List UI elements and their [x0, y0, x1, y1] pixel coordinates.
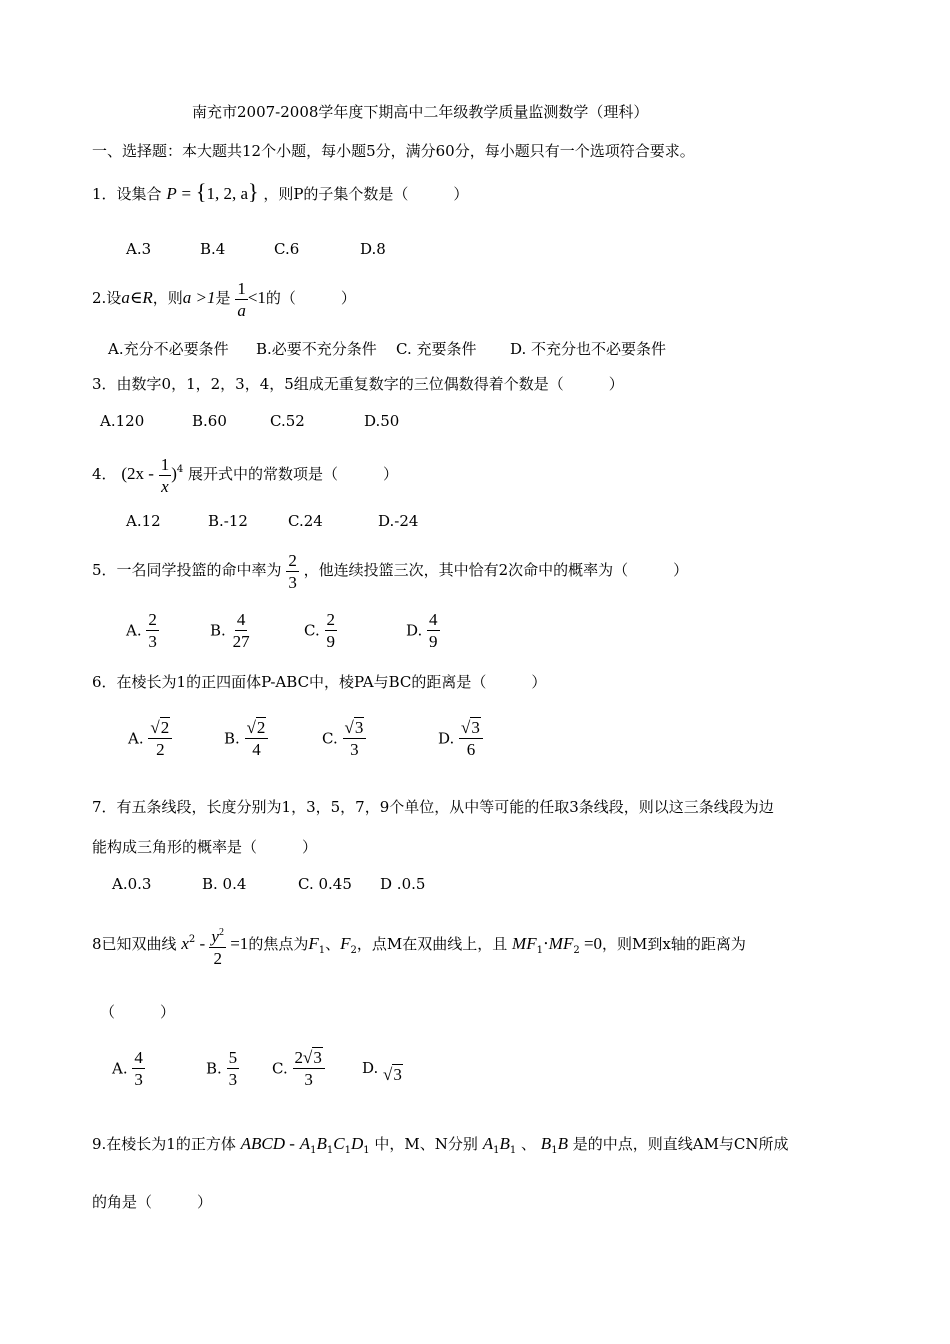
q1-option-b[interactable]: B.4 — [200, 240, 226, 258]
q6-option-a[interactable]: A. $\frac{√2}{2}$ — [128, 718, 172, 759]
question-8-paren: （ ） — [100, 1003, 176, 1021]
q3-option-b[interactable]: B.60 — [192, 412, 227, 430]
q8-option-d[interactable]: D. √3 — [362, 1059, 402, 1084]
q1-option-a[interactable]: A.3 — [126, 240, 152, 258]
q8-option-b[interactable]: B. $\frac{5}{3}$ — [206, 1048, 238, 1089]
q7-option-c[interactable]: C. 0.45 — [298, 875, 352, 893]
q5-option-d[interactable]: D. $\frac{4}{9}$ — [406, 610, 438, 651]
fraction: $\frac{1}{a}$ — [237, 278, 246, 320]
page-title: 南充市2007-2008学年度下期高中二年级教学质量监测数学（理科） — [192, 103, 649, 121]
q8-option-c[interactable]: C. $\frac{2√3}{3}$ — [272, 1048, 325, 1089]
q3-option-c[interactable]: C.52 — [270, 412, 305, 430]
set-name: P — [166, 184, 177, 203]
fraction: $\frac{y^2}{2}$ — [209, 923, 226, 968]
q4-option-b[interactable]: B.-12 — [208, 512, 248, 530]
q5-option-a[interactable]: A. $\frac{2}{3}$ — [126, 610, 157, 651]
question-2: 2.设a∈R，则a >1是 $\frac{1}{a}$ <1的（ ） — [92, 278, 356, 320]
fraction: $\frac{1}{x}$ — [160, 454, 170, 496]
q7-option-a[interactable]: A.0.3 — [112, 875, 152, 893]
section-heading: 一、选择题：本大题共12个小题，每小题5分，满分60分，每小题只有一个选项符合要求。 — [92, 142, 695, 160]
q3-option-a[interactable]: A.120 — [100, 412, 145, 430]
question-9: 9.在棱长为1的正方体 ABCD - $A_1B_1C_1D_1$ 中，M、N分别 $A_1B_1$ 、 $B_1B$ 是的中点，则直线AM与CN所成 — [92, 1134, 789, 1156]
q3-option-d[interactable]: D.50 — [364, 412, 400, 430]
q5-option-b[interactable]: B. $\frac{4}{27}$ — [210, 610, 250, 651]
q8-option-a[interactable]: A. $\frac{4}{3}$ — [112, 1048, 143, 1089]
q6-option-b[interactable]: B. $\frac{√2}{4}$ — [224, 718, 268, 759]
q2-option-c[interactable]: C. 充要条件 — [396, 340, 477, 358]
fraction: $\frac{2}{3}$ — [288, 550, 297, 592]
q1-option-c[interactable]: C.6 — [274, 240, 300, 258]
question-1: 1．设集合 P = {1, 2, a} ，则P的子集个数是（ ） — [92, 179, 469, 204]
question-4: 4． (2x - $\frac{1}{x}$ )$^4$ 展开式中的常数项是（ ） — [92, 454, 399, 496]
q2-option-a[interactable]: A.充分不必要条件 — [108, 340, 229, 358]
question-6: 6．在棱长为1的正四面体P-ABC中，棱PA与BC的距离是（ ） — [92, 673, 547, 691]
q2-option-d[interactable]: D. 不充分也不必要条件 — [510, 340, 667, 358]
q1-option-d[interactable]: D.8 — [360, 240, 386, 258]
question-9-line-2: 的角是（ ） — [92, 1193, 213, 1211]
q4-option-a[interactable]: A.12 — [126, 512, 161, 530]
q4-option-d[interactable]: D.-24 — [378, 512, 419, 530]
question-7-line-2: 能构成三角形的概率是（ ） — [92, 838, 318, 856]
question-7-line-1: 7．有五条线段，长度分别为1，3，5，7，9个单位，从中等可能的任取3条线段，则以这三条线段为边 — [92, 798, 774, 816]
q5-option-c[interactable]: C. $\frac{2}{9}$ — [304, 610, 335, 651]
q2-option-b[interactable]: B.必要不充分条件 — [256, 340, 377, 358]
question-3: 3．由数字0，1，2，3，4，5组成无重复数字的三位偶数得着个数是（ ） — [92, 375, 624, 393]
q6-option-d[interactable]: D. $\frac{√3}{6}$ — [438, 718, 483, 759]
q4-option-c[interactable]: C.24 — [288, 512, 323, 530]
set-elements: 1, 2, a — [206, 184, 248, 203]
q7-option-b[interactable]: B. 0.4 — [202, 875, 247, 893]
question-5: 5．一名同学投篮的命中率为 $\frac{2}{3}$ ，他连续投篮三次，其中恰有2次命中的概率为（ ） — [92, 550, 689, 592]
question-8: 8已知双曲线 $x^2$ - $\frac{y^2}{2}$ =1的焦点为$F_1$、$F_2$，点M在双曲线上，且 $MF_1\cdot MF_2 =0$，则M到x轴的距离为 — [92, 918, 746, 973]
q6-option-c[interactable]: C. $\frac{√3}{3}$ — [322, 718, 366, 759]
q7-option-d[interactable]: D .0.5 — [380, 875, 426, 893]
